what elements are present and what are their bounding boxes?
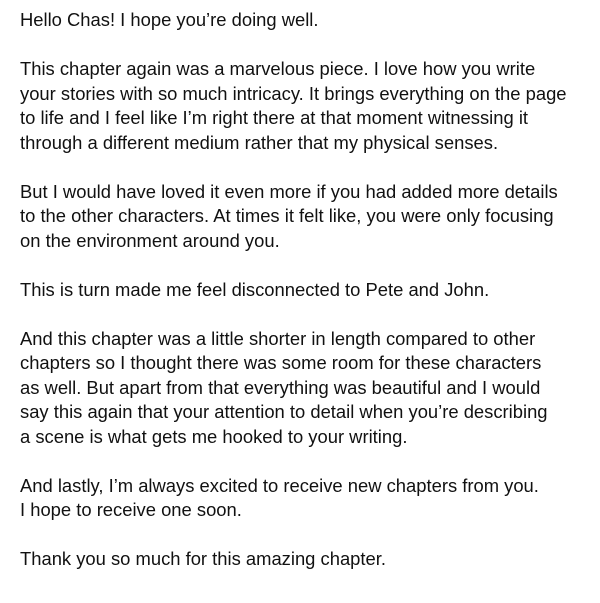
text-line: to the other characters. At times it felt like, you were only focusing: [20, 205, 554, 226]
text-line: But I would have loved it even more if you had added more details: [20, 180, 558, 202]
disconnect-paragraph: [20, 278, 595, 303]
text-line: a scene is what gets me hooked to your writing.: [20, 425, 408, 447]
text-line: Hello Chas! I hope you’re doing well.: [20, 9, 319, 30]
thanks-paragraph: [20, 547, 595, 572]
text-line: say this again that your attention to detail when you’re describing: [20, 401, 548, 422]
text-line: And this chapter was a little shorter in length compared to other: [20, 327, 536, 349]
letter-document: [20, 8, 595, 596]
text-line: And lastly, I’m always excited to receive new chapters from you.: [20, 474, 539, 496]
text-line: I hope to receive one soon.: [20, 499, 242, 520]
text-line: This is turn made me feel disconnected to Pete and John.: [20, 278, 490, 300]
critique-paragraph: [20, 180, 595, 254]
text-line: as well. But apart from that everything was beautiful and I would: [20, 376, 541, 398]
closing-paragraph: [20, 474, 595, 523]
text-line: to life and I feel like I’m right there at that moment witnessing it: [20, 107, 529, 128]
text-line: on the environment around you.: [20, 229, 280, 251]
praise-paragraph: [20, 57, 595, 155]
text-line: This chapter again was a marvelous piece. I love how you write: [20, 58, 536, 79]
text-line: chapters so I thought there was some room for these characters: [20, 352, 542, 373]
text-line: Thank you so much for this amazing chapter.: [20, 548, 386, 569]
greeting-paragraph: [20, 8, 595, 33]
length-paragraph: [20, 327, 595, 450]
text-line: through a different medium rather that my physical senses.: [20, 131, 499, 153]
text-line: your stories with so much intricacy. It brings everything on the page: [20, 82, 567, 104]
